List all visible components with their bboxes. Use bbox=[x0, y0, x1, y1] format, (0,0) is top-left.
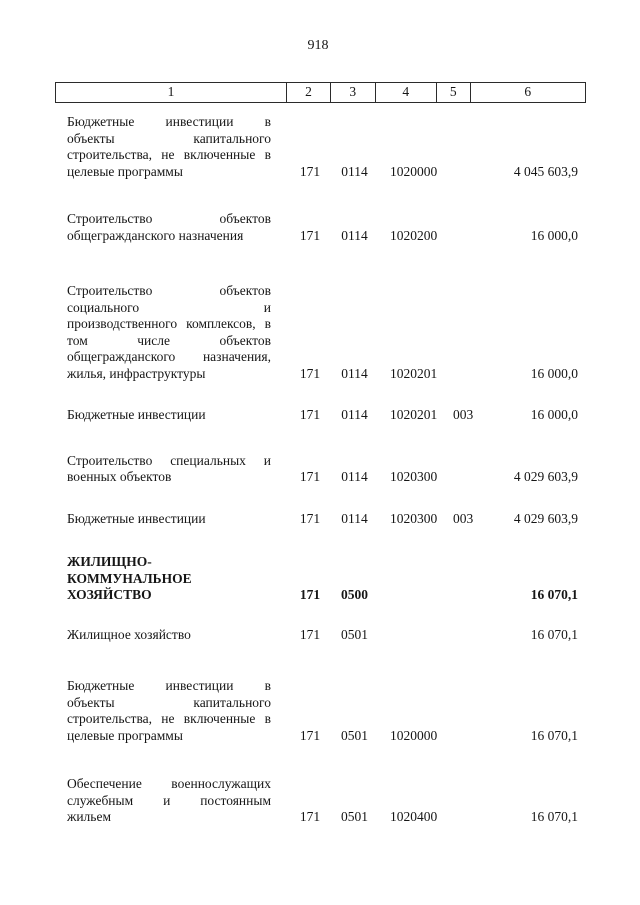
row-target-article-code: 1020201 bbox=[390, 365, 438, 381]
row-section-code: 0114 bbox=[341, 163, 368, 179]
row-name-line: Обеспечение военнослужащих bbox=[67, 776, 271, 791]
row-name bbox=[55, 678, 288, 744]
row-grbs-code: 171 bbox=[299, 510, 321, 526]
row-section-code: 0114 bbox=[341, 469, 368, 484]
row-section-code: 0114 bbox=[341, 510, 368, 526]
row-name-line: том числе объектов bbox=[67, 332, 271, 348]
row-grbs-code: 171 bbox=[299, 227, 321, 243]
row-name-line: социального и bbox=[67, 299, 271, 315]
table-row bbox=[55, 114, 586, 180]
table-row bbox=[55, 776, 586, 826]
row-name-line: служебным и постоянным bbox=[67, 792, 271, 808]
table-header bbox=[55, 82, 586, 103]
row-name-line: Строительство объектов bbox=[67, 283, 271, 298]
row-name-line: Бюджетные инвестиции bbox=[67, 407, 206, 422]
row-grbs-code: 171 bbox=[299, 407, 321, 422]
row-amount: 16 070,1 bbox=[530, 626, 578, 642]
row-amount: 16 000,0 bbox=[530, 227, 578, 243]
page-number: 918 bbox=[307, 38, 329, 53]
row-section-code: 0501 bbox=[341, 727, 368, 743]
row-grbs-code: 171 bbox=[299, 587, 321, 602]
table-row bbox=[55, 453, 586, 486]
row-name-line: строительства, не включенные в bbox=[67, 147, 271, 162]
row-name bbox=[55, 114, 288, 180]
row-name-line: военных объектов bbox=[67, 469, 172, 484]
row-name-line: Бюджетные инвестиции в bbox=[67, 114, 271, 129]
row-name-line: ХОЗЯЙСТВО bbox=[67, 587, 152, 602]
row-name-line: Жилищное хозяйство bbox=[67, 626, 191, 642]
row-target-article-code: 1020201 bbox=[390, 407, 438, 422]
table-row bbox=[55, 211, 586, 244]
row-name-line: строительства, не включенные в bbox=[67, 711, 271, 726]
row-expense-type-code: 003 bbox=[453, 510, 474, 526]
row-name bbox=[55, 627, 288, 644]
row-target-article-code: 1020300 bbox=[390, 469, 438, 484]
row-section-code: 0500 bbox=[341, 587, 368, 602]
row-amount: 4 029 603,9 bbox=[513, 469, 578, 484]
row-name-line: Строительство объектов bbox=[67, 211, 271, 226]
table-body bbox=[55, 103, 586, 826]
row-name-line: Бюджетные инвестиции в bbox=[67, 678, 271, 693]
row-amount: 16 070,1 bbox=[530, 727, 578, 743]
row-name-line: объекты капитального bbox=[67, 130, 271, 146]
row-name-line: жильем bbox=[67, 809, 111, 824]
header-cell-3: 3 bbox=[331, 83, 376, 102]
row-name bbox=[55, 407, 288, 424]
row-name bbox=[55, 511, 288, 528]
table-row bbox=[55, 554, 586, 604]
header-cell-1: 1 bbox=[56, 83, 287, 102]
row-name-line: целевые программы bbox=[67, 163, 183, 179]
row-name-line: Бюджетные инвестиции bbox=[67, 510, 206, 526]
row-name bbox=[55, 554, 288, 604]
row-name bbox=[55, 211, 288, 244]
table-row bbox=[55, 407, 586, 424]
row-name-line: общегражданского назначения, bbox=[67, 349, 271, 364]
table-row bbox=[55, 627, 586, 644]
header-cell-6: 6 bbox=[524, 84, 532, 100]
row-section-code: 0501 bbox=[341, 626, 368, 642]
row-name-line: жилья, инфраструктуры bbox=[67, 365, 206, 381]
row-target-article-code: 1020000 bbox=[390, 727, 438, 743]
header-cell-2: 2 bbox=[287, 83, 331, 102]
row-name-line: целевые программы bbox=[67, 727, 183, 743]
row-grbs-code: 171 bbox=[299, 626, 321, 642]
row-target-article-code: 1020300 bbox=[390, 510, 438, 526]
table-row bbox=[55, 283, 586, 382]
row-grbs-code: 171 bbox=[299, 163, 321, 179]
row-name-line: общегражданского назначения bbox=[67, 227, 244, 243]
row-name bbox=[55, 283, 288, 382]
row-section-code: 0114 bbox=[341, 407, 368, 422]
row-name-line: объекты капитального bbox=[67, 694, 271, 710]
row-amount: 16 070,1 bbox=[530, 587, 578, 602]
table-row bbox=[55, 511, 586, 528]
row-section-code: 0114 bbox=[341, 227, 368, 243]
row-name-line: ЖИЛИЩНО- bbox=[67, 554, 152, 569]
row-name bbox=[55, 776, 288, 826]
header-cell-5: 5 bbox=[437, 83, 471, 102]
row-target-article-code: 1020400 bbox=[390, 809, 438, 824]
row-section-code: 0114 bbox=[341, 365, 368, 381]
row-target-article-code: 1020200 bbox=[390, 227, 438, 243]
row-amount: 4 045 603,9 bbox=[513, 163, 578, 179]
row-name-line: КОММУНАЛЬНОЕ bbox=[67, 570, 192, 586]
row-amount: 4 029 603,9 bbox=[513, 510, 578, 526]
row-grbs-code: 171 bbox=[299, 727, 321, 743]
row-target-article-code: 1020000 bbox=[390, 163, 438, 179]
row-section-code: 0501 bbox=[341, 809, 368, 824]
row-name bbox=[55, 453, 288, 486]
row-grbs-code: 171 bbox=[299, 469, 321, 484]
row-name-line: Строительство специальных и bbox=[67, 452, 271, 468]
row-expense-type-code: 003 bbox=[453, 407, 474, 422]
row-grbs-code: 171 bbox=[299, 809, 321, 824]
header-cell-4: 4 bbox=[376, 83, 438, 102]
row-amount: 16 070,1 bbox=[530, 809, 578, 824]
table-row bbox=[55, 678, 586, 744]
row-amount: 16 000,0 bbox=[530, 365, 578, 381]
row-grbs-code: 171 bbox=[299, 365, 321, 381]
row-name-line: производственного комплексов, в bbox=[67, 316, 271, 331]
row-amount: 16 000,0 bbox=[530, 407, 578, 422]
